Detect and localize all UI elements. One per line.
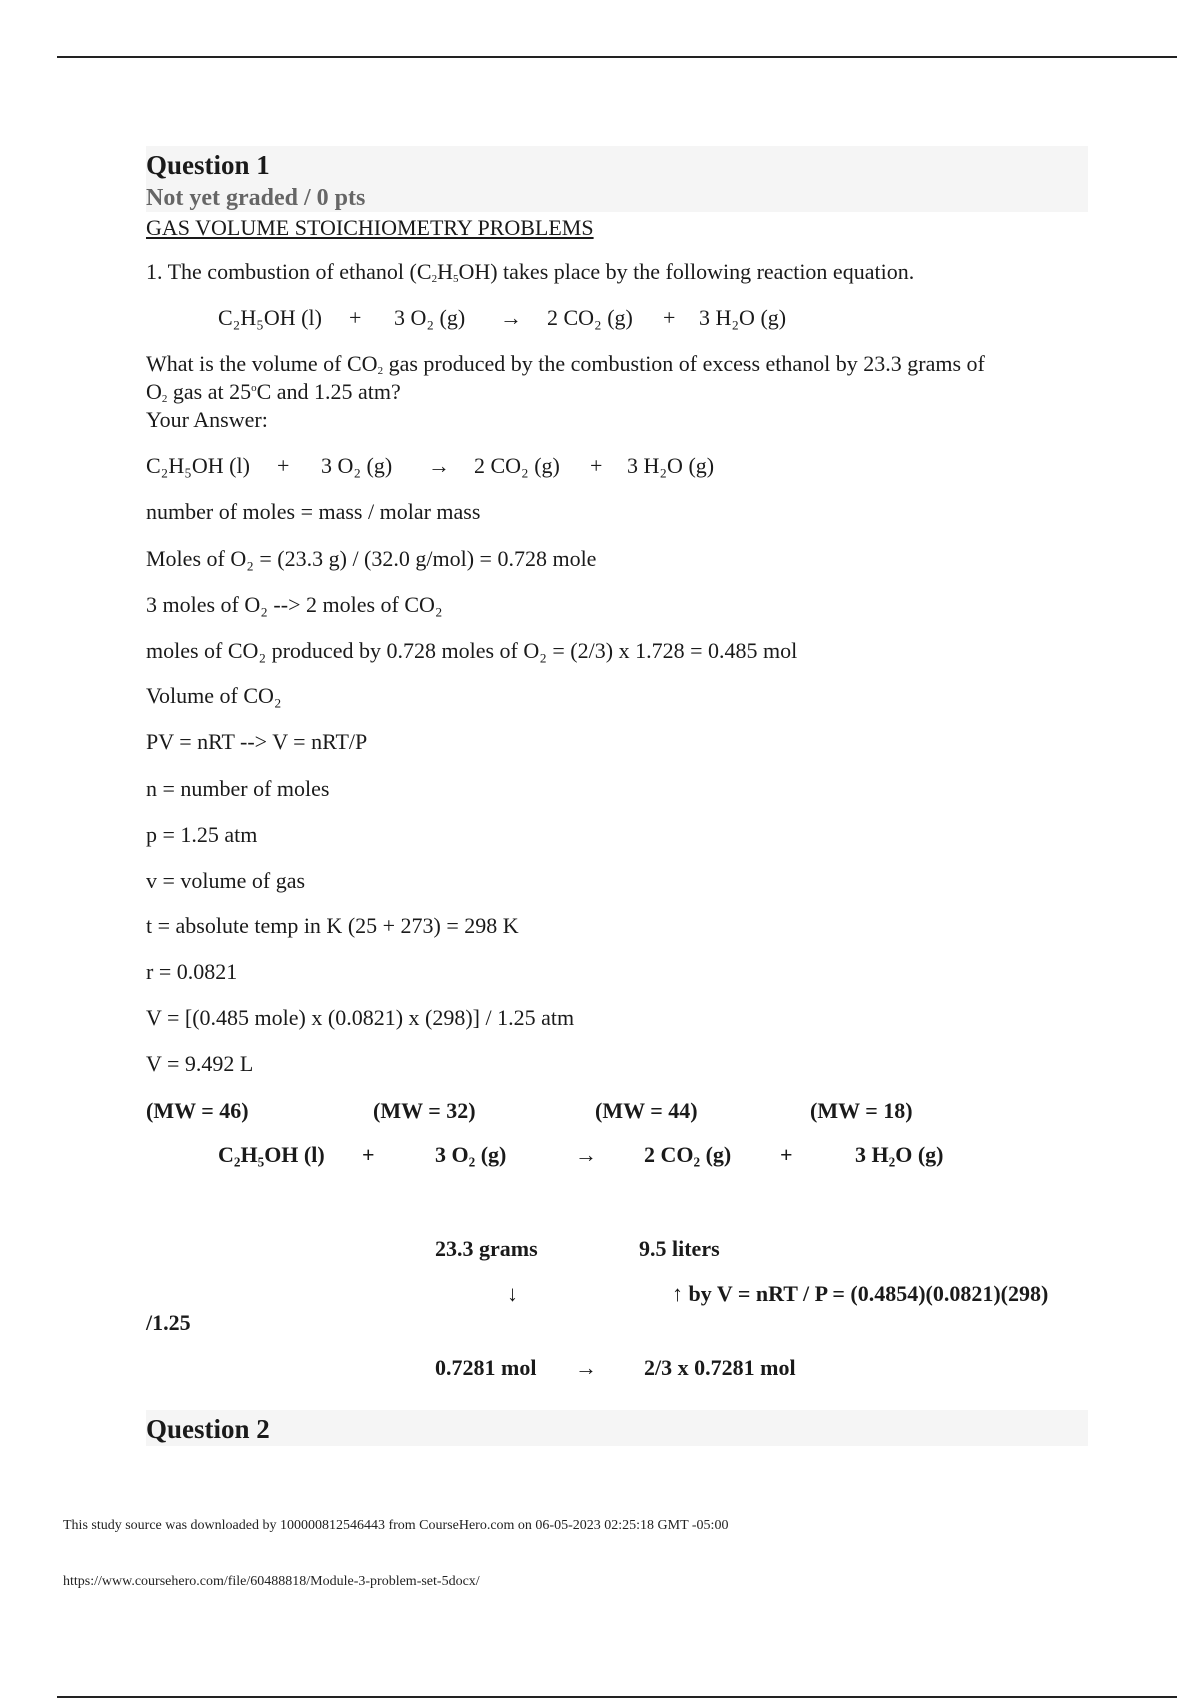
points-status: Not yet graded / 0 pts <box>146 185 366 211</box>
bottom-rule <box>57 1696 1177 1698</box>
problem-intro: 1. The combustion of ethanol $(C_2H_5OH)$ takes place by the following reaction equation. <box>146 259 915 285</box>
your-answer-label: Your Answer: <box>146 407 268 432</box>
answer-line: t = absolute temp in K (25 + 273) = 298 K <box>146 913 519 938</box>
eq-water: 3 H₂O (g) <box>699 305 787 330</box>
eq-plus-2: + <box>780 1142 793 1167</box>
eq-oxygen: 3 O₂ (g) <box>321 453 393 478</box>
answer-line: Volume of CO₂ <box>146 683 282 708</box>
section-heading: GAS VOLUME STOICHIOMETRY PROBLEMS <box>146 215 594 240</box>
download-notice: This study source was downloaded by 100000812546443 from CourseHero.com on 06-05-2023 02:25:18 GMT -05:00 <box>63 1518 729 1533</box>
answer-line: number of moles = mass / molar mass <box>146 499 481 524</box>
answer-line: PV = nRT --> V = nRT/P <box>146 729 368 754</box>
eq-oxygen: 3 O₂ (g) <box>435 1142 507 1167</box>
eq-arrow: → <box>428 453 450 478</box>
source-url[interactable]: https://www.coursehero.com/file/60488818/Module-3-problem-set-5docx/ <box>63 1574 480 1589</box>
answer-line: V = [(0.485 mole) x (0.0821) x (298)] / 1.25 atm <box>146 1005 575 1030</box>
question-1-header <box>146 146 1088 212</box>
moles-co2: 2/3 x 0.7281 mol <box>644 1355 796 1380</box>
eq-plus: + <box>362 1142 375 1167</box>
question-text-line-1: What is the volume of $CO_2$ gas produced by the combustion of excess ethanol by 23.3 grams of <box>146 351 985 377</box>
moles-oxygen: 0.7281 mol <box>435 1355 537 1380</box>
question-text-line-2: $O_2$ gas at 25$^o$C and 1.25 atm? <box>146 379 401 405</box>
answer-line: V = 9.492 L <box>146 1051 254 1076</box>
given-grams: 23.3 grams <box>435 1236 538 1261</box>
eq-plus-2: + <box>663 305 676 330</box>
mw-water: (MW = 18) <box>810 1098 913 1123</box>
answer-line: p = 1.25 atm <box>146 822 258 847</box>
eq-plus: + <box>277 453 290 478</box>
answer-line: n = number of moles <box>146 776 330 801</box>
gas-law-note-wrap: /1.25 <box>146 1310 191 1335</box>
mole-ratio-arrow: → <box>575 1355 597 1380</box>
eq-arrow: → <box>500 305 522 330</box>
question-title: Question 1 <box>146 150 270 180</box>
eq-co2: 2 CO₂ (g) <box>547 305 633 330</box>
eq-arrow: → <box>575 1142 597 1167</box>
question-title: Question 2 <box>146 1414 270 1444</box>
eq-co2: 2 CO₂ (g) <box>474 453 560 478</box>
down-arrow: ↓ <box>507 1281 518 1306</box>
mw-ethanol: (MW = 46) <box>146 1098 249 1123</box>
eq-oxygen: 3 O₂ (g) <box>394 305 466 330</box>
eq-co2: 2 CO₂ (g) <box>644 1142 732 1167</box>
answer-line: r = 0.0821 <box>146 959 238 984</box>
eq-plus-2: + <box>590 453 603 478</box>
answer-line: 3 moles of O₂ --> 2 moles of CO₂ <box>146 592 443 617</box>
eq-plus: + <box>349 305 362 330</box>
mw-oxygen: (MW = 32) <box>373 1098 476 1123</box>
mw-co2: (MW = 44) <box>595 1098 698 1123</box>
answer-line: v = volume of gas <box>146 868 306 893</box>
top-rule <box>57 56 1177 58</box>
eq-water: 3 H₂O (g) <box>855 1142 944 1167</box>
eq-ethanol: C₂H₅OH (l) <box>146 453 250 478</box>
answer-line: moles of CO₂ produced by 0.728 moles of O₂ = (2/3) x 1.728 = 0.485 mol <box>146 638 798 663</box>
gas-law-note: ↑ by V = nRT / P = (0.4854)(0.0821)(298) <box>672 1281 1049 1306</box>
eq-ethanol: C₂H₅OH (l) <box>218 305 322 330</box>
eq-water: 3 H₂O (g) <box>627 453 715 478</box>
result-liters: 9.5 liters <box>639 1236 720 1261</box>
answer-line: Moles of O₂ = (23.3 g) / (32.0 g/mol) = 0.728 mole <box>146 546 597 571</box>
question-2-header <box>146 1410 1088 1446</box>
eq-ethanol: C₂H₅OH (l) <box>218 1142 325 1167</box>
